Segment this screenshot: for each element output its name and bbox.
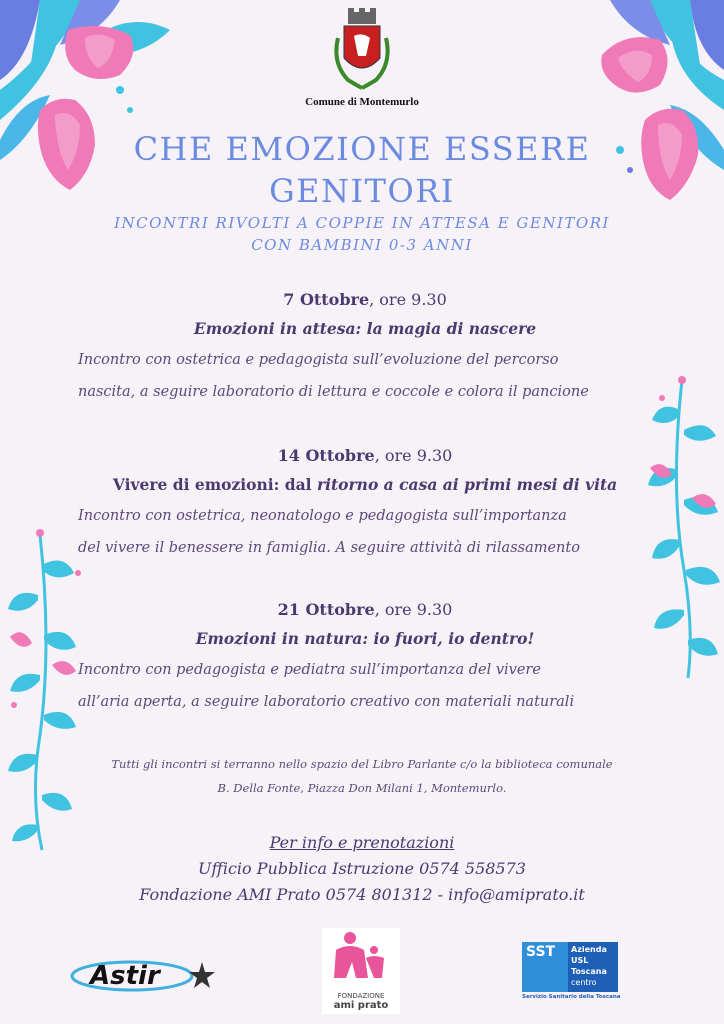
event-2-title xyxy=(70,470,660,500)
subtitle-line-1: INCONTRI RIVOLTI A COPPIE IN ATTESA E GENITORI xyxy=(114,214,610,232)
comune-coat-of-arms-logo xyxy=(330,8,394,94)
event-2-desc-line-1: Incontro con ostetrica, neonatologo e pedagogista sull’importanza xyxy=(78,508,567,524)
usl-line-2: USL xyxy=(571,956,589,965)
page-title xyxy=(120,128,604,212)
usl-line-1: Azienda xyxy=(571,945,607,954)
usl-sst-text: SST xyxy=(526,944,556,960)
event-2-when xyxy=(70,442,660,470)
event-2 xyxy=(70,442,660,564)
info-line-2: Fondazione AMI Prato 0574 801312 - info@amiprato.it xyxy=(139,885,585,904)
right-branch-decoration xyxy=(640,370,724,680)
left-branch-decoration xyxy=(0,525,90,855)
astir-logo xyxy=(70,950,220,998)
event-3-when xyxy=(70,596,660,624)
event-2-title-italic: ritorno a casa ai primi mesi di vita xyxy=(311,475,618,494)
contact-info xyxy=(100,830,624,908)
event-1-date: 7 Ottobre xyxy=(283,290,370,309)
azienda-usl-toscana-logo xyxy=(522,942,620,1004)
event-3-desc-line-2: all’aria aperta, a seguire laboratorio creativo con materiali naturali xyxy=(78,694,575,710)
event-1-when xyxy=(70,286,660,314)
event-1-desc-line-1: Incontro con ostetrica e pedagogista sull’evoluzione del percorso xyxy=(78,352,559,368)
info-heading: Per info e prenotazioni xyxy=(269,833,455,852)
title-line-1: CHE EMOZIONE ESSERE xyxy=(133,130,591,168)
event-3-time: , ore 9.30 xyxy=(374,600,453,619)
event-3-desc-line-1: Incontro con pedagogista e pediatra sull’importanza del vivere xyxy=(78,662,541,678)
astir-logo-text: Astir xyxy=(90,961,160,991)
event-2-description xyxy=(70,500,660,564)
ami-logo-line-2: ami prato xyxy=(333,1000,389,1011)
subtitle-line-2: CON BAMBINI 0-3 ANNI xyxy=(251,236,473,254)
comune-label: Comune di Montemurlo xyxy=(305,96,419,108)
venue-line-1: Tutti gli incontri si terranno nello spazio del Libro Parlante c/o la biblioteca comunale xyxy=(111,757,613,771)
event-1-title xyxy=(70,314,660,344)
page-subtitle xyxy=(90,212,634,256)
event-2-desc-line-2: del vivere il benessere in famiglia. A seguire attività di rilassamento xyxy=(78,540,580,556)
event-1-time: , ore 9.30 xyxy=(369,290,447,309)
event-3-description xyxy=(70,654,660,718)
event-1-title-text: Emozioni in attesa: la magia di nascere xyxy=(193,319,537,338)
usl-line-3: Toscana xyxy=(571,967,607,976)
event-1-desc-line-2: nascita, a seguire laboratorio di lettura e coccole e colora il pancione xyxy=(78,384,589,400)
fondazione-ami-prato-logo xyxy=(322,928,400,1014)
top-right-flowers-decoration xyxy=(590,0,724,210)
title-line-2: GENITORI xyxy=(269,172,455,210)
ami-logo-line-1: FONDAZIONE xyxy=(337,992,385,1000)
event-2-date: 14 Ottobre xyxy=(277,446,375,465)
event-3-title-text: Emozioni in natura: io fuori, io dentro! xyxy=(195,629,535,648)
event-1 xyxy=(70,286,660,408)
venue-note xyxy=(80,752,644,800)
usl-name-panel xyxy=(568,942,618,992)
usl-bottom-text: Servizio Sanitario della Toscana xyxy=(522,994,621,1000)
event-3-date: 21 Ottobre xyxy=(277,600,375,619)
usl-sst-badge xyxy=(522,942,568,992)
event-2-title-text: Vivere di emozioni: dal xyxy=(112,475,312,494)
ami-figures-icon xyxy=(322,928,400,988)
info-line-1: Ufficio Pubblica Istruzione 0574 558573 xyxy=(198,859,526,878)
event-3-title xyxy=(70,624,660,654)
event-1-description xyxy=(70,344,660,408)
event-2-time: , ore 9.30 xyxy=(374,446,453,465)
usl-line-4: centro xyxy=(571,978,597,987)
event-3 xyxy=(70,596,660,718)
venue-line-2: B. Della Fonte, Piazza Don Milani 1, Montemurlo. xyxy=(217,781,507,795)
